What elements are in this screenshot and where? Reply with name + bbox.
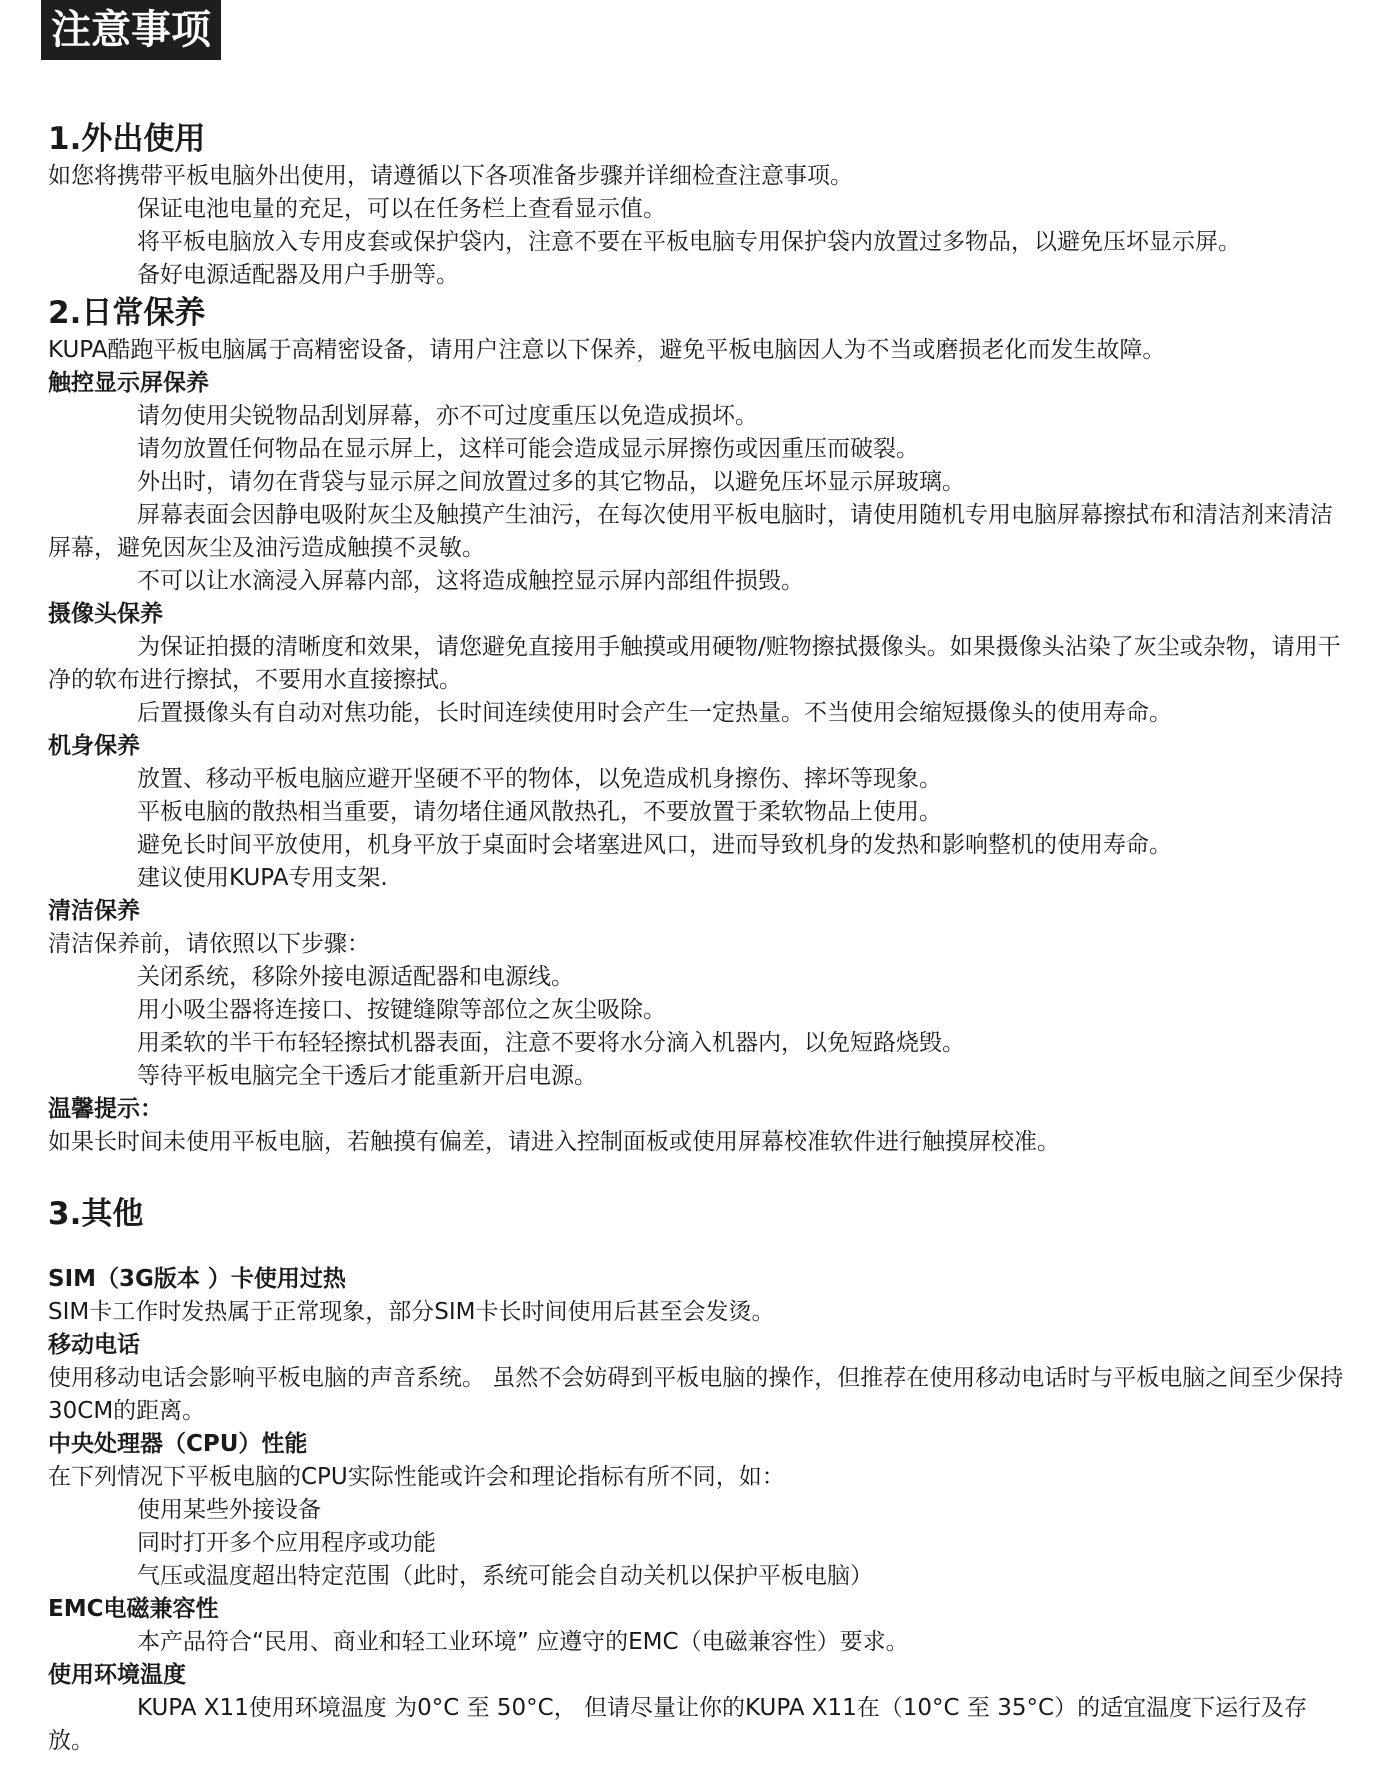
list-item: 等待平板电脑完全干透后才能重新开启电源。 — [137, 1063, 597, 1089]
list-item: 后置摄像头有自动对焦功能，长时间连续使用时会产生一定热量。不当使用会缩短摄像头的使用寿命。 — [137, 700, 1172, 726]
list-item: 备好电源适配器及用户手册等。 — [137, 262, 459, 288]
subsection-title-body: 机身保养 — [48, 733, 140, 759]
subsection-title-touchscreen: 触控显示屏保养 — [48, 370, 209, 396]
section-title-daily-care: 2.日常保养 — [48, 295, 206, 331]
paragraph: SIM卡工作时发热属于正常现象，部分SIM卡长时间使用后甚至会发烫。 — [48, 1299, 775, 1325]
paragraph: KUPA X11使用环境温度 为0°C 至 50°C， 但请尽量让你的KUPA X11在（10°C 至 35°C）的适宜温度下运行及存放。 — [48, 1695, 1308, 1754]
section-title-outdoor-use: 1.外出使用 — [48, 121, 206, 157]
list-item: 放置、移动平板电脑应避开坚硬不平的物体，以免造成机身擦伤、摔坏等现象。 — [137, 766, 942, 792]
subsection-title-tip: 温馨提示： — [48, 1096, 163, 1122]
list-item: 请勿放置任何物品在显示屏上，这样可能会造成显示屏擦伤或因重压而破裂。 — [137, 436, 919, 462]
spacer — [48, 1159, 1348, 1193]
list-item: 用小吸尘器将连接口、按键缝隙等部位之灰尘吸除。 — [137, 997, 666, 1023]
section-intro: KUPA酷跑平板电脑属于高精密设备，请用户注意以下保养，避免平板电脑因人为不当或磨损老化而发生故障。 — [48, 337, 1166, 363]
list-item: 外出时，请勿在背袋与显示屏之间放置过多的其它物品，以避免压坏显示屏玻璃。 — [137, 469, 965, 495]
subsection-intro: 清洁保养前，请依照以下步骤： — [48, 931, 370, 957]
list-item: 将平板电脑放入专用皮套或保护袋内，注意不要在平板电脑专用保护袋内放置过多物品，以避免压坏显示屏。 — [137, 229, 1241, 255]
list-item: 用柔软的半干布轻轻擦拭机器表面，注意不要将水分滴入机器内，以免短路烧毁。 — [137, 1030, 965, 1056]
document-body — [48, 118, 1348, 1758]
list-item: 同时打开多个应用程序或功能 — [137, 1530, 436, 1556]
subsection-intro: 在下列情况下平板电脑的CPU实际性能或许会和理论指标有所不同，如： — [48, 1464, 785, 1490]
subsection-title-emc: EMC电磁兼容性 — [48, 1596, 219, 1622]
paragraph: 本产品符合“民用、商业和轻工业环境” 应遵守的EMC（电磁兼容性）要求。 — [137, 1629, 909, 1655]
paragraph: 使用移动电话会影响平板电脑的声音系统。 虽然不会妨碍到平板电脑的操作，但推荐在使用移动电话时与平板电脑之间至少保持30CM的距离。 — [48, 1365, 1344, 1424]
subsection-title-cpu: 中央处理器（CPU）性能 — [48, 1431, 308, 1457]
section-title-other: 3.其他 — [48, 1196, 144, 1232]
tip-text: 如果长时间未使用平板电脑，若触摸有偏差，请进入控制面板或使用屏幕校准软件进行触摸屏校准。 — [48, 1129, 1060, 1155]
subsection-title-sim: SIM（3G版本 ）卡使用过热 — [48, 1266, 346, 1292]
subsection-title-cleaning: 清洁保养 — [48, 898, 140, 924]
list-item: 为保证拍摄的清晰度和效果，请您避免直接用手触摸或用硬物/赃物擦拭摄像头。如果摄像头沾染了灰尘或杂物，请用干净的软布进行擦拭，不要用水直接擦拭。 — [48, 634, 1341, 693]
list-item: 建议使用KUPA专用支架. — [137, 865, 388, 891]
list-item: 使用某些外接设备 — [137, 1497, 321, 1523]
subsection-title-camera: 摄像头保养 — [48, 601, 163, 627]
page-title: 注意事项 — [41, 0, 221, 60]
subsection-title-temperature: 使用环境温度 — [48, 1662, 186, 1688]
list-item: 气压或温度超出特定范围（此时，系统可能会自动关机以保护平板电脑） — [137, 1563, 873, 1589]
list-item: 请勿使用尖锐物品刮划屏幕，亦不可过度重压以免造成损坏。 — [137, 403, 758, 429]
section-intro: 如您将携带平板电脑外出使用，请遵循以下各项准备步骤并详细检查注意事项。 — [48, 163, 853, 189]
list-item: 保证电池电量的充足，可以在任务栏上查看显示值。 — [137, 196, 666, 222]
list-item: 屏幕表面会因静电吸附灰尘及触摸产生油污，在每次使用平板电脑时，请使用随机专用电脑屏幕擦拭布和清洁剂来清洁屏幕，避免因灰尘及油污造成触摸不灵敏。 — [48, 502, 1333, 561]
list-item: 关闭系统，移除外接电源适配器和电源线。 — [137, 964, 574, 990]
spacer — [48, 1235, 1348, 1263]
subsection-title-phone: 移动电话 — [48, 1332, 140, 1358]
list-item: 平板电脑的散热相当重要，请勿堵住通风散热孔，不要放置于柔软物品上使用。 — [137, 799, 942, 825]
list-item: 不可以让水滴浸入屏幕内部，这将造成触控显示屏内部组件损毁。 — [137, 568, 804, 594]
list-item: 避免长时间平放使用，机身平放于桌面时会堵塞进风口，进而导致机身的发热和影响整机的使用寿命。 — [137, 832, 1172, 858]
